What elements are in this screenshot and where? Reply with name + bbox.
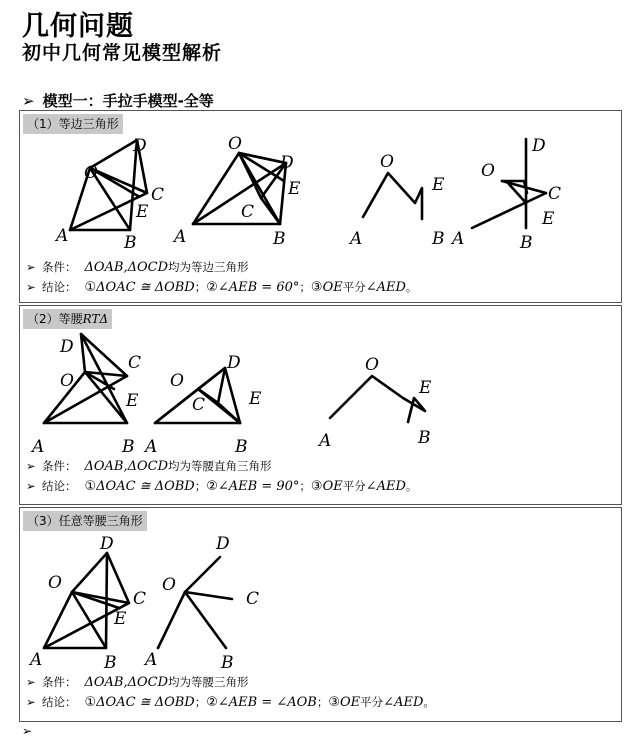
label-e: E	[126, 391, 139, 411]
circled-three: ③	[310, 479, 323, 494]
circled-two: ②	[206, 280, 218, 295]
conclusion-1: ΔOAC ≅ ΔOBD	[96, 280, 195, 295]
segment-od	[185, 557, 220, 592]
circled-one: ①	[84, 479, 97, 494]
label-d: D	[100, 534, 114, 554]
section-equilateral	[19, 110, 622, 303]
section-label: （1）等边三角形	[23, 114, 123, 134]
condition-text: 均为等腰三角形	[168, 675, 249, 689]
label-o: O	[380, 152, 394, 172]
condition-row	[26, 674, 249, 690]
segment-oa	[158, 592, 185, 648]
document-title: 几何问题	[22, 11, 134, 42]
label-o: O	[162, 575, 176, 595]
label-o: O	[228, 134, 242, 154]
label-b: B	[221, 653, 234, 673]
triangle-ocd	[81, 334, 127, 376]
conclusion-3-math: OE	[340, 695, 361, 710]
label-e: E	[542, 209, 555, 229]
label-c: C	[128, 353, 142, 373]
label-e: E	[432, 175, 445, 195]
label-a: A	[174, 227, 187, 247]
separator: ；	[194, 280, 207, 294]
arrow-bullet-icon: ➢	[26, 675, 36, 689]
isosceles-diagrams	[20, 508, 621, 673]
figure-1	[30, 334, 141, 456]
segment-bd	[106, 553, 107, 648]
label-a: A	[32, 437, 45, 456]
label-a: A	[145, 437, 158, 456]
label-a: A	[350, 229, 363, 249]
conclusion-row	[26, 279, 417, 295]
conclusion-3-text: 平分	[360, 695, 384, 709]
label-a: A	[145, 650, 158, 670]
condition-label: 条件：	[42, 675, 77, 689]
separator: ；	[194, 695, 207, 709]
section-isosceles	[19, 507, 622, 722]
arrow-bullet-icon: ➢	[26, 459, 36, 473]
circled-one: ①	[84, 695, 97, 710]
figure-1	[54, 136, 164, 253]
conclusion-3-math: OE	[322, 479, 343, 494]
figure-2	[143, 534, 259, 673]
separator: ；	[316, 695, 329, 709]
arrow-bullet-icon: ➢	[26, 260, 36, 274]
label-a: A	[56, 226, 69, 246]
label-o: O	[170, 371, 184, 391]
conclusion-1: ΔOAC ≅ ΔOBD	[96, 479, 195, 494]
conclusion-3-angle: ∠AED	[365, 280, 406, 295]
outline	[330, 376, 425, 422]
model-heading	[22, 90, 214, 111]
document-subtitle: 初中几何常见模型解析	[22, 42, 223, 64]
circled-one: ①	[84, 280, 97, 295]
separator: ；	[299, 280, 311, 294]
condition-text: 均为等腰直角三角形	[168, 459, 272, 473]
label-d: D	[60, 337, 74, 357]
conclusion-label: 结论：	[42, 280, 77, 294]
arrow-bullet-icon: ➢	[26, 280, 36, 294]
conclusion-3-angle: ∠AED	[383, 695, 424, 710]
conclusion-3-text: 平分	[342, 280, 366, 294]
label-d: D	[280, 153, 294, 173]
label-e: E	[114, 609, 127, 629]
conclusion-row	[26, 478, 417, 494]
figure-3	[317, 355, 432, 451]
figure-2	[143, 353, 262, 456]
label-d: D	[532, 136, 546, 156]
label-c: C	[241, 202, 255, 222]
label-o: O	[48, 573, 62, 593]
conclusion-2: ∠AEB = ∠AOB	[217, 695, 317, 710]
condition-math: ΔOAB,ΔOCD	[84, 260, 169, 275]
section-label-math: RTΔ	[82, 312, 109, 326]
conclusion-2: ∠AEB = 60°	[217, 280, 300, 295]
label-o: O	[84, 163, 98, 183]
label-b: B	[235, 437, 248, 456]
label-c: C	[246, 589, 260, 609]
condition-row	[26, 259, 249, 275]
figure-4	[450, 136, 561, 253]
end-mark: 。	[423, 695, 435, 709]
conclusion-label: 结论：	[42, 695, 77, 709]
label-c: C	[133, 589, 147, 609]
label-b: B	[124, 233, 137, 253]
label-c: C	[548, 184, 562, 204]
conclusion-2: ∠AEB = 90°	[217, 479, 300, 494]
label-e: E	[249, 389, 262, 409]
separator: ；	[299, 479, 311, 493]
separator: ；	[194, 479, 207, 493]
label-b: B	[418, 428, 431, 448]
figure-1	[28, 534, 146, 673]
label-b: B	[122, 437, 135, 456]
label-a: A	[319, 431, 332, 451]
label-d: D	[216, 534, 230, 554]
label-c: C	[192, 395, 206, 415]
label-o: O	[365, 355, 379, 375]
figure-2	[172, 134, 301, 249]
label-b: B	[273, 229, 286, 249]
conclusion-1: ΔOAC ≅ ΔOBD	[96, 695, 195, 710]
conclusion-label: 结论：	[42, 479, 77, 493]
figure-3	[348, 152, 445, 249]
segment-cb	[261, 198, 280, 224]
segment-ad	[155, 368, 225, 423]
circled-three: ③	[310, 280, 323, 295]
section-label	[23, 309, 112, 329]
end-mark: 。	[405, 479, 418, 493]
section-label-prefix: （2）等腰	[27, 312, 83, 326]
label-c: C	[151, 185, 165, 205]
section-label: （3）任意等腰三角形	[23, 511, 147, 531]
circled-two: ②	[206, 479, 218, 494]
outline	[363, 173, 422, 219]
condition-row	[26, 458, 272, 474]
label-a: A	[30, 650, 43, 670]
conclusion-3-math: OE	[322, 280, 343, 295]
circled-two: ②	[206, 695, 218, 710]
end-mark: 。	[405, 280, 418, 294]
section-isosceles-right	[19, 305, 622, 505]
triangle-oab	[70, 168, 130, 230]
label-o: O	[60, 371, 74, 391]
arrow-bullet-icon: ➢	[22, 724, 33, 737]
label-b: B	[432, 229, 445, 249]
condition-label: 条件：	[42, 459, 77, 473]
label-e: E	[419, 378, 432, 398]
segment-oc	[185, 592, 232, 599]
conclusion-row	[26, 694, 435, 710]
segment-ob	[185, 592, 226, 648]
label-o: O	[481, 161, 495, 181]
arrow-bullet-icon: ➢	[22, 92, 35, 110]
conclusion-3-text: 平分	[342, 479, 366, 493]
segment-ac	[472, 193, 546, 228]
label-e: E	[136, 202, 149, 222]
model-heading-text: 模型一：手拉手模型-全等	[42, 92, 214, 110]
label-d: D	[227, 353, 241, 373]
condition-math: ΔOAB,ΔOCD	[84, 675, 169, 690]
label-e: E	[288, 179, 301, 199]
label-d: D	[133, 136, 147, 156]
circled-three: ③	[328, 695, 341, 710]
label-a: A	[452, 229, 465, 249]
arrow-bullet-icon: ➢	[26, 695, 36, 709]
condition-math: ΔOAB,ΔOCD	[84, 459, 169, 474]
label-b: B	[520, 233, 533, 253]
condition-label: 条件：	[42, 260, 77, 274]
label-b: B	[104, 653, 117, 673]
conclusion-3-angle: ∠AED	[365, 479, 406, 494]
condition-text: 均为等边三角形	[168, 260, 249, 274]
arrow-bullet-icon: ➢	[26, 479, 36, 493]
